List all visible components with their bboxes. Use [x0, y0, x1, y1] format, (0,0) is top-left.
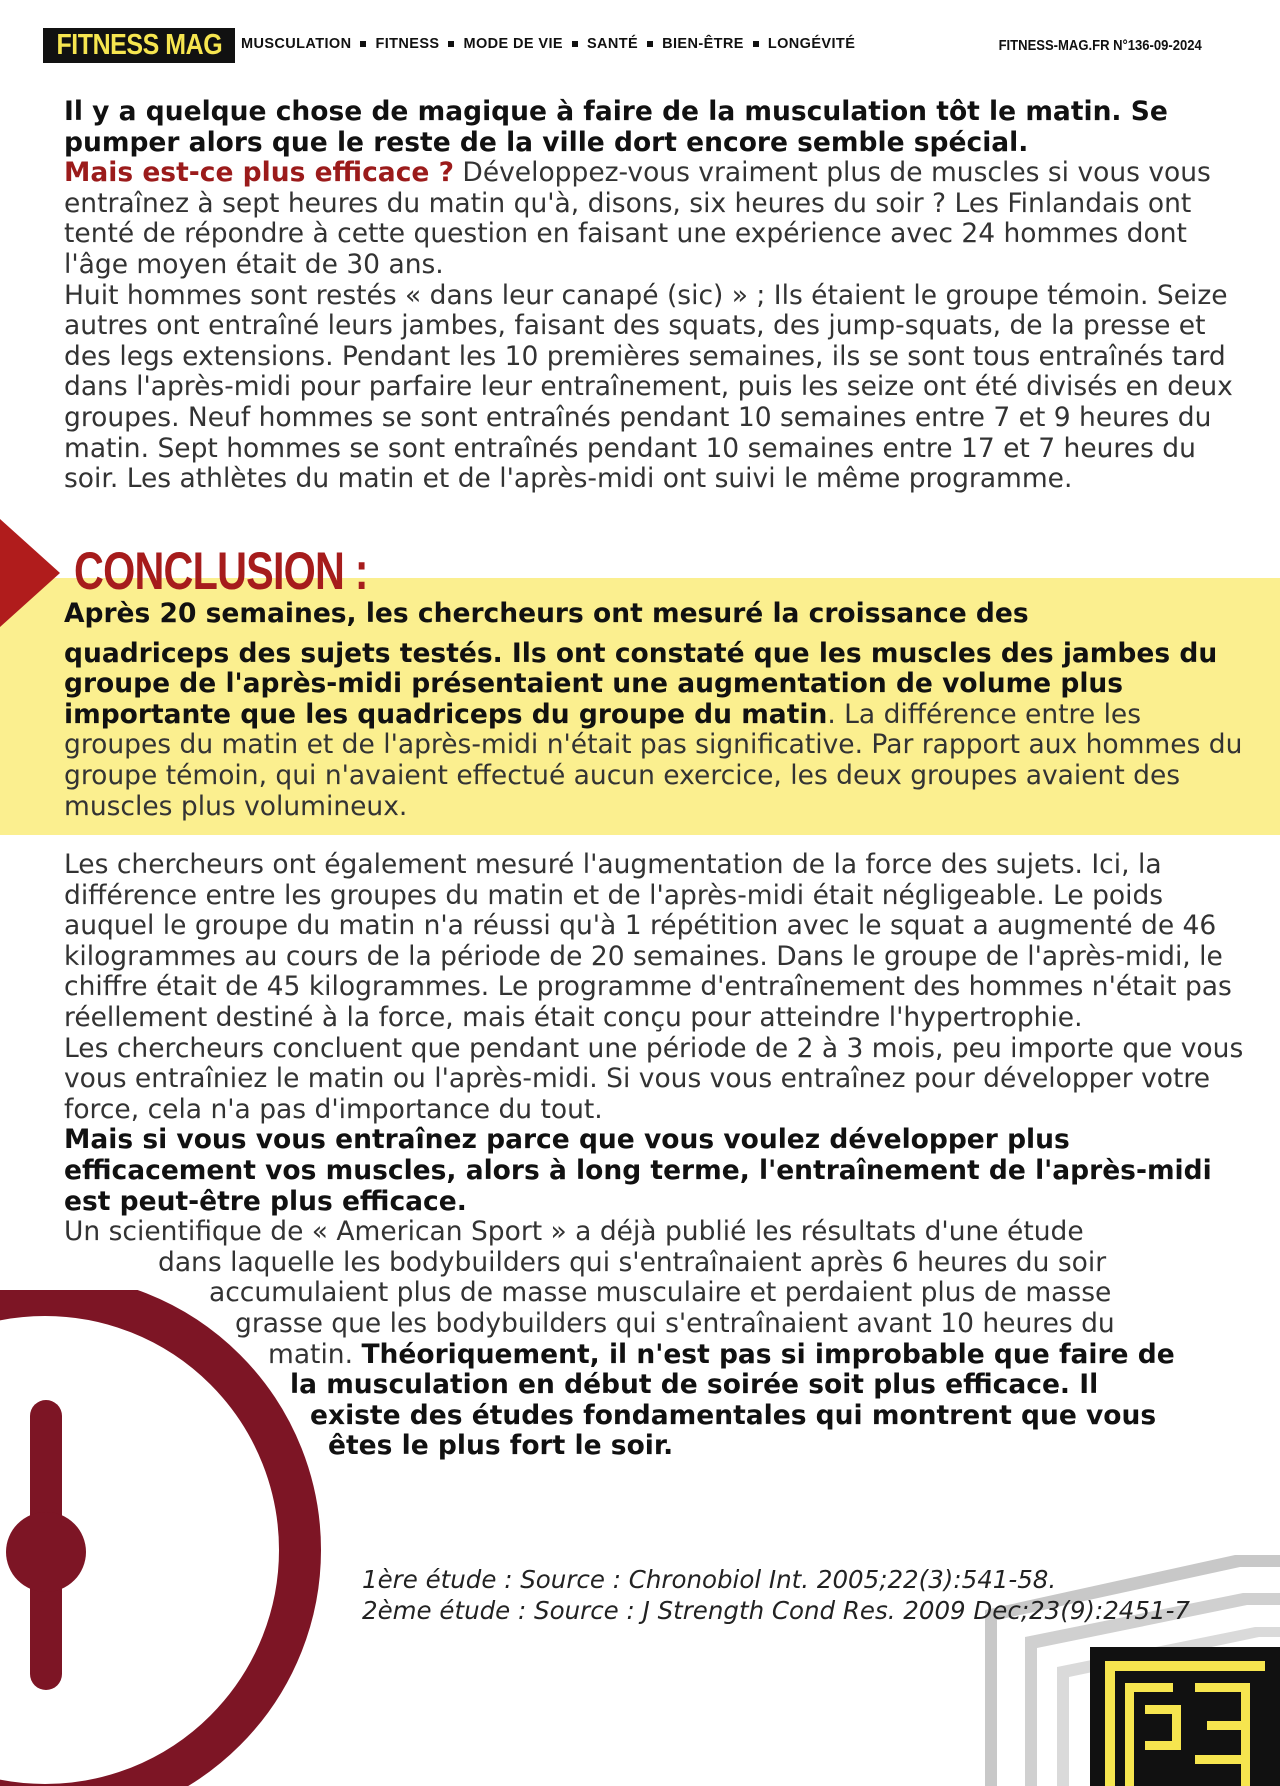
body-paragraph-1: Les chercheurs ont également mesuré l'augmentation de la force des sujets. Ici, la différence entre les groupes du matin et de l'après-midi était négligeable. Le poids auquel le groupe du matin n'a réussi qu'à 1 répétition avec le squat a augmenté de 46 kilogrammes au cours de la période de 20 semaines. Dans le groupe de l'après-midi, le chiffre était de 45 kilogrammes. Le programme d'entraînement des hommes n'était pas réellement destiné à la force, mais était conçu pour atteindre l'hypertrophie. — [64, 849, 1232, 1033]
conclusion-bold-finding: quadriceps des sujets testés. Ils ont constaté que les muscles des jambes du groupe de l'après-midi présentaient une augmentation de volume plus importante que les quadriceps du groupe du matin — [64, 637, 1218, 730]
square-separator-icon — [753, 41, 759, 47]
magazine-logo — [43, 28, 235, 63]
reference-1: 1ère étude : Source : Chronobiol Int. 2005;22(3):541-58. — [362, 1565, 1057, 1594]
section-nav — [241, 36, 855, 52]
square-separator-icon — [448, 41, 454, 47]
body-section — [64, 850, 1244, 1462]
references — [362, 1564, 1190, 1626]
intro-question: Mais est-ce plus efficace ? — [64, 157, 454, 189]
nav-item-mode-de-vie: MODE DE VIE — [463, 36, 563, 52]
square-separator-icon — [360, 41, 366, 47]
square-separator-icon — [647, 41, 653, 47]
body-paragraph-2: Les chercheurs concluent que pendant une période de 2 à 3 mois, peu importe que vous vous entraîniez le matin ou l'après-midi. Si vous vous entraînez pour développer votre force, cela n'a pas d'importance du tout. — [64, 1032, 1244, 1125]
final-bold-line-1: Théoriquement, il n'est pas si improbable que faire de — [361, 1338, 1175, 1370]
intro-section — [64, 97, 1244, 495]
body-bold-statement: Mais si vous vous entraînez parce que vous voulez développer plus efficacement vos muscles, alors à long terme, l'entraînement de l'après-midi est peut-être plus efficace. — [64, 1124, 1212, 1217]
conclusion-title: CONCLUSION : — [74, 542, 368, 601]
final-bold-line-4: êtes le plus fort le soir. — [328, 1430, 674, 1462]
nav-item-fitness: FITNESS — [375, 36, 440, 52]
square-separator-icon — [572, 41, 578, 47]
nav-item-sante: SANTÉ — [586, 36, 639, 52]
conclusion-bold-line: Après 20 semaines, les chercheurs ont mesuré la croissance des — [64, 598, 1029, 629]
body-paragraph-3-line-4: grasse que les bodybuilders qui s'entraînaient avant 10 heures du — [235, 1307, 1115, 1339]
reference-2: 2ème étude : Source : J Strength Cond Res. 2009 Dec;23(9):2451-7 — [362, 1596, 1190, 1625]
body-paragraph-3-end: matin. — [268, 1338, 362, 1370]
page-header — [0, 0, 1280, 80]
nav-item-bien-etre: BIEN-ÊTRE — [662, 36, 744, 52]
issue-number: FITNESS-MAG.FR N°136-09-2024 — [998, 38, 1202, 54]
nav-item-musculation: MUSCULATION — [241, 36, 352, 52]
body-paragraph-3-line-3: accumulaient plus de masse musculaire et perdaient plus de masse — [209, 1277, 1112, 1309]
final-bold-line-3: existe des études fondamentales qui montrent que vous — [310, 1399, 1157, 1431]
magazine-logo-text: FITNESS MAG — [56, 29, 222, 61]
intro-paragraph-1: Développez-vous vraiment plus de muscles si vous vous entraînez à sept heures du matin qu'à, disons, six heures du soir ? Les Finlandais ont tenté de répondre à cette question en faisant une expérience avec 24 hommes dont l'âge moyen était de 30 ans. — [64, 157, 1211, 280]
final-bold-line-2: la musculation en début de soirée soit plus efficace. Il — [290, 1369, 1099, 1401]
nav-item-longevite: LONGÉVITÉ — [767, 36, 856, 52]
intro-lead: Il y a quelque chose de magique à faire de la musculation tôt le matin. Se pumper alors que le reste de la ville dort encore semble spécial. — [64, 96, 1168, 158]
conclusion-text — [64, 599, 1244, 822]
body-paragraph-3-line-1: Un scientifique de « American Sport » a déjà publié les résultats d'une étude — [64, 1216, 1084, 1248]
conclusion-details: . La différence entre les groupes du matin et de l'après-midi n'était pas significative. Par rapport aux hommes du groupe témoin, qui n'avaient effectué aucun exercice, les deux groupes avaient des muscles plus volumineux. — [64, 698, 1243, 822]
intro-paragraph-2: Huit hommes sont restés « dans leur canapé (sic) » ; Ils étaient le groupe témoin. Seize autres ont entraîné leurs jambes, faisant des squats, des jump-squats, de la presse et des legs extensions. Pendant les 10 premières semaines, ils se sont tous entraînés tard dans l'après-midi pour parfaire leur entraînement, puis les seize ont été divisés en deux groupes. Neuf hommes se sont entraînés pendant 10 semaines entre 7 et 9 heures du matin. Sept hommes se sont entraînés pendant 10 semaines entre 17 et 7 heures du soir. Les athlètes du matin et de l'après-midi ont suivi le même programme. — [64, 279, 1233, 495]
red-arrow-icon — [0, 519, 60, 627]
body-paragraph-3-line-2: dans laquelle les bodybuilders qui s'entraînaient après 6 heures du soir — [158, 1246, 1107, 1278]
